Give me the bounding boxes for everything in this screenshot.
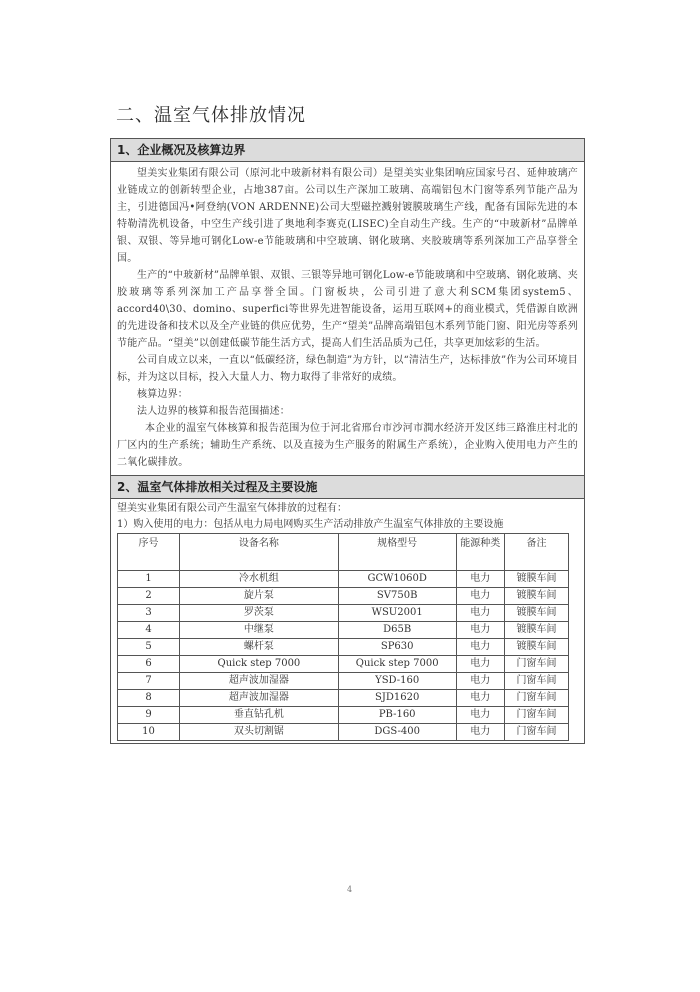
cell-energy: 电力 [456,588,504,605]
cell-model: DGS-400 [338,724,456,741]
cell-name: 超声波加湿器 [180,690,339,707]
header-equipment-name: 设备名称 [180,534,339,571]
cell-index: 8 [118,690,180,707]
cell-index: 4 [118,622,180,639]
table-row [118,690,569,707]
cell-remark: 镀膜车间 [504,571,568,588]
cell-remark: 镀膜车间 [504,639,568,656]
table-row [118,639,569,656]
cell-remark: 门窗车间 [504,707,568,724]
cell-energy: 电力 [456,707,504,724]
cell-model: SP630 [338,639,456,656]
table-header-row [118,534,569,571]
cell-remark: 门窗车间 [504,690,568,707]
table-row [118,707,569,724]
cell-energy: 电力 [456,622,504,639]
cell-remark: 镀膜车间 [504,588,568,605]
section2-heading: 2、温室气体排放相关过程及主要设施 [111,475,584,499]
cell-name: 超声波加湿器 [180,673,339,690]
environment-paragraph: 公司自成立以来，一直以“低碳经济，绿色制造”为方针，以“清洁生产，达标排放”作为公司环境目标，并为这以目标，投入大量人力、物力取得了非常好的成绩。 [117,355,578,383]
cell-remark: 镀膜车间 [504,605,568,622]
cell-index: 5 [118,639,180,656]
cell-energy: 电力 [456,605,504,622]
header-energy-type: 能源种类 [456,534,504,571]
cell-index: 10 [118,724,180,741]
cell-energy: 电力 [456,690,504,707]
cell-energy: 电力 [456,639,504,656]
cell-index: 2 [118,588,180,605]
section1-body [111,162,584,475]
header-model: 规格型号 [338,534,456,571]
table-row [118,622,569,639]
products-paragraph: 生产的“中玻新材”品牌单银、双银、三银等异地可钢化Low-e节能玻璃和中空玻璃、钢化玻璃、夹胶玻璃等系列深加工产品享誉全国。门窗板块，公司引进了意大利SCM集团system5、accord40\30、domino、superfici等世界先进智能设备，运用互联网+的商业模式，凭借源自欧洲的先进设备和技术以及全产业链的供应优势，生产“望美”品牌高端铝包木系列节能门窗、阳光房等系列节能产品。“望美”以创建低碳节能生活方式，提高人们生活品质为己任，共享更加炫彩的生活。 [117,270,578,349]
cell-model: YSD-160 [338,673,456,690]
page-number: 4 [347,885,353,894]
cell-model: GCW1060D [338,571,456,588]
report-frame [110,138,585,744]
company-overview-paragraph: 望美实业集团有限公司（原河北中玻新材料有限公司）是望美实业集团响应国家号召、延伸玻璃产业链成立的创新转型企业，占地387亩。公司以生产深加工玻璃、高端铝包木门窗等系列节能产品为主，引进德国冯•阿登纳(VON ARDENNE)公司大型磁控溅射镀膜玻璃生产线，配备有国际先进的本特勒清洗机设备，中空生产线引进了奥地利李赛克(LISEC)全自动生产线。生产的“中玻新材”品牌单银、双银、等异地可钢化Low-e节能玻璃和中空玻璃、钢化玻璃、夹胶玻璃等系列深加工产品享誉全国。 [117,168,578,264]
boundary-subtitle: 法人边界的核算和报告范围描述： [137,406,290,417]
page-title: 二、温室气体排放情况 [116,105,306,126]
table-row [118,588,569,605]
section2-body [111,499,584,533]
cell-name: 罗茨泵 [180,605,339,622]
boundary-title: 核算边界： [137,389,188,400]
cell-name: 中继泵 [180,622,339,639]
cell-model: SJD1620 [338,690,456,707]
table-row [118,724,569,741]
cell-index: 9 [118,707,180,724]
cell-name: 垂直钻孔机 [180,707,339,724]
cell-energy: 电力 [456,724,504,741]
cell-model: SV750B [338,588,456,605]
table-row [118,673,569,690]
electricity-item: 1）购入使用的电力：包括从电力局电网购买生产活动排放产生温室气体排放的主要设施 [117,519,504,530]
cell-index: 3 [118,605,180,622]
cell-remark: 门窗车间 [504,724,568,741]
cell-energy: 电力 [456,571,504,588]
cell-model: PB-160 [338,707,456,724]
cell-remark: 门窗车间 [504,673,568,690]
header-index: 序号 [118,534,180,571]
cell-name: 双头切割锯 [180,724,339,741]
cell-remark: 镀膜车间 [504,622,568,639]
emission-intro: 望美实业集团有限公司产生温室气体排放的过程有： [117,503,347,514]
cell-index: 6 [118,656,180,673]
cell-name: 旋片泵 [180,588,339,605]
cell-model: WSU2001 [338,605,456,622]
header-remark: 备注 [504,534,568,571]
cell-name: 冷水机组 [180,571,339,588]
boundary-description: 本企业的温室气体核算和报告范围为位于河北省邢台市沙河市澗水经济开发区纬三路淮庄村北的厂区内的生产系统；辅助生产系统、以及直接为生产服务的附属生产系统），企业购入使用电力产生的二氧化碳排放。 [117,423,578,468]
cell-energy: 电力 [456,673,504,690]
cell-energy: 电力 [456,656,504,673]
cell-name: Quick step 7000 [180,656,339,673]
table-row [118,656,569,673]
cell-index: 1 [118,571,180,588]
section1-heading: 1、企业概况及核算边界 [111,139,584,162]
cell-model: D65B [338,622,456,639]
equipment-table [117,533,569,741]
table-row [118,605,569,622]
cell-model: Quick step 7000 [338,656,456,673]
cell-remark: 门窗车间 [504,656,568,673]
cell-name: 螺杆泵 [180,639,339,656]
table-row [118,571,569,588]
cell-index: 7 [118,673,180,690]
